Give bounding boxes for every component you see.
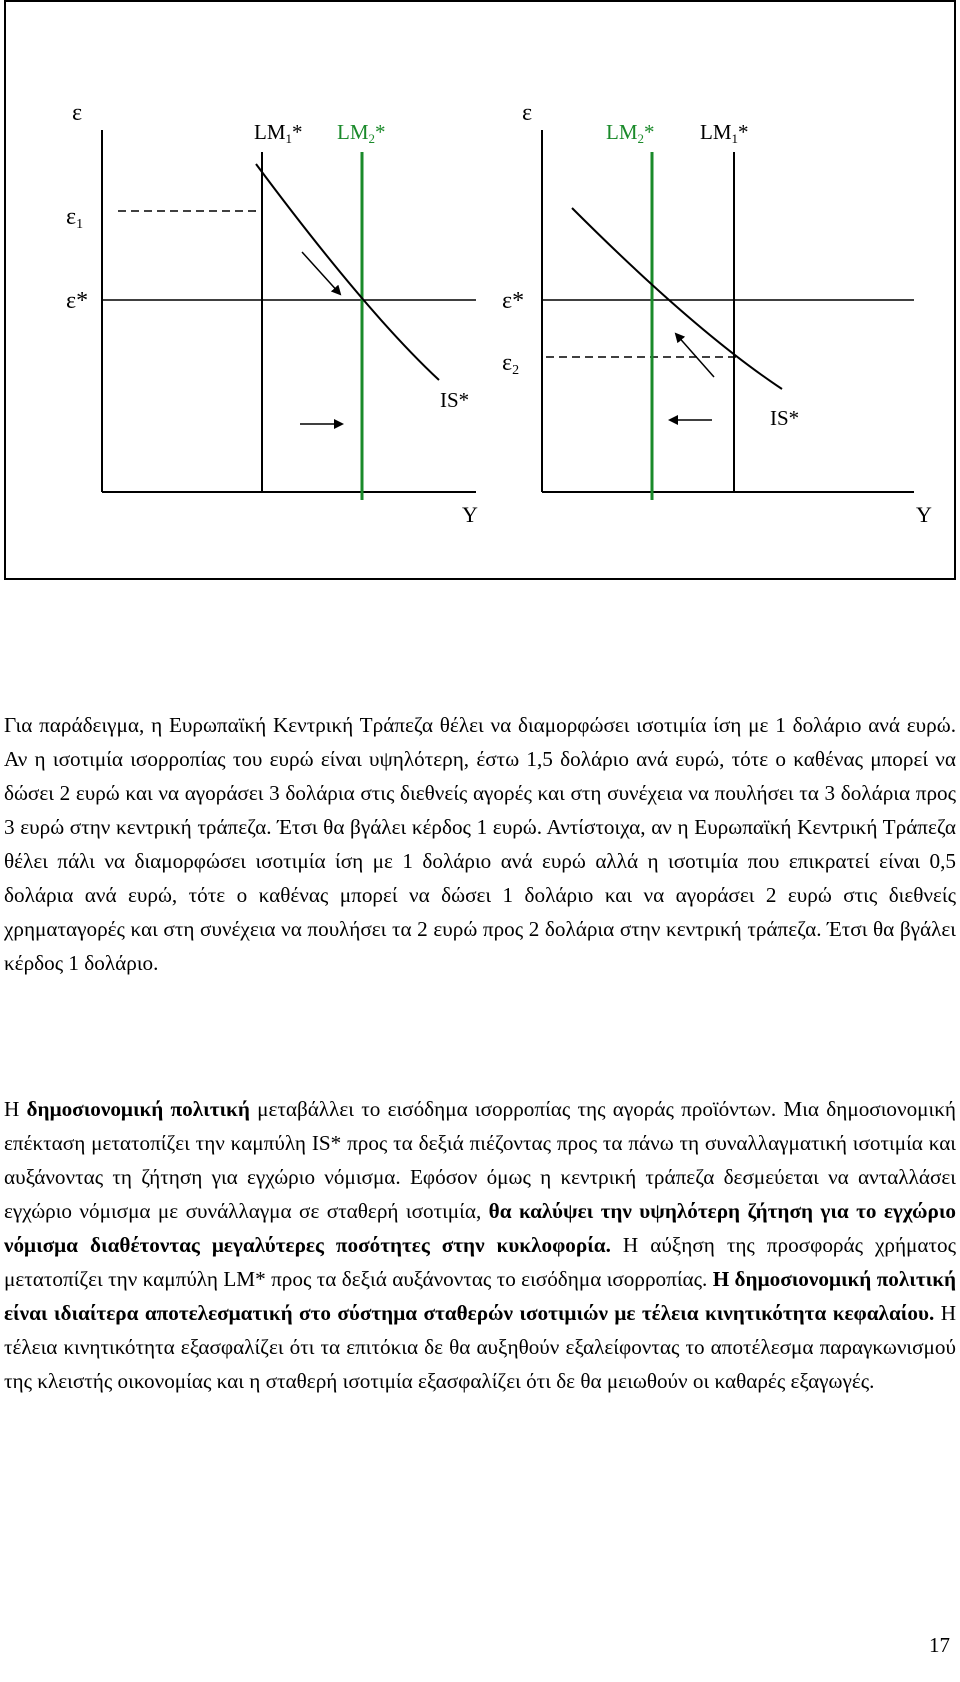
left-panel bbox=[66, 100, 478, 527]
left-lm1-label: LM1* bbox=[254, 120, 303, 146]
left-eps-star-label: ε* bbox=[66, 288, 89, 314]
right-is-curve bbox=[572, 208, 782, 389]
right-eps2-label: ε2 bbox=[502, 350, 520, 378]
fiscal-bold-2: θα καλύψει την υψηλότερη ζήτηση για το εγχώριο νόμισμα διαθέτοντας μεγαλύτερες ποσότητες στην κυκλοφορία. bbox=[4, 1199, 956, 1257]
right-panel bbox=[502, 100, 932, 527]
fiscal-text-3: Η αύξηση της προσφοράς χρήματος μετατοπίζει την καμπύλη LM* προς τα δεξιά αυξάνοντας το εισόδημα ισορροπίας. bbox=[4, 1233, 956, 1291]
left-eps1-label: ε1 bbox=[66, 204, 84, 232]
figure-box bbox=[4, 0, 956, 580]
left-x-axis-label: Y bbox=[462, 502, 478, 527]
right-x-axis-label: Y bbox=[916, 502, 932, 527]
right-y-axis-label: ε bbox=[522, 100, 533, 126]
left-lm2-label: LM2* bbox=[337, 120, 386, 146]
right-eps-star-label: ε* bbox=[502, 288, 525, 314]
right-diagonal-arrow bbox=[676, 334, 714, 377]
is-lm-figure bbox=[6, 2, 958, 582]
fiscal-bold-3: Η δημοσιονομική πολιτική είναι ιδιαίτερα αποτελεσματική στο σύστημα σταθερών ισοτιμιών με τέλεια κινητικότητα κεφαλαίου. bbox=[4, 1267, 956, 1325]
right-is-label: IS* bbox=[770, 406, 800, 430]
right-lm2-label: LM2* bbox=[606, 120, 655, 146]
fiscal-text-1: Η bbox=[4, 1097, 27, 1121]
paragraph-fiscal-policy bbox=[4, 1092, 956, 1398]
fiscal-bold-1: δημοσιονομική πολιτική bbox=[26, 1097, 250, 1121]
left-y-axis-label: ε bbox=[72, 100, 83, 126]
fiscal-text-4: Η τέλεια κινητικότητα εξασφαλίζει ότι τα επιτόκια δε θα αυξηθούν εξαλείφοντας το αποτέλεσμα παραγκωνισμού της κλειστής οικονομίας και η σταθερή ισοτιμία εξασφαλίζει ότι δε θα μειωθούν οι καθαρές εξαγωγές. bbox=[4, 1301, 956, 1393]
page-number: 17 bbox=[929, 1633, 950, 1657]
left-is-curve bbox=[256, 164, 439, 380]
paragraph-exchange-example: Για παράδειγμα, η Ευρωπαϊκή Κεντρική Τράπεζα θέλει να διαμορφώσει ισοτιμία ίση με 1 δολάριο ανά ευρώ. Αν η ισοτιμία ισορροπίας του ευρώ είναι υψηλότερη, έστω 1,5 δολάριο ανά ευρώ, τότε ο καθένας μπορεί να δώσει 2 ευρώ και να αγοράσει 3 δολάρια στις διεθνείς αγορές και στη συνέχεια να πουλήσει τα 3 δολάρια προς 3 ευρώ στην κεντρική τράπεζα. Έτσι θα βγάλει κέρδος 1 ευρώ. Αντίστοιχα, αν η Ευρωπαϊκή Κεντρική Τράπεζα θέλει πάλι να διαμορφώσει ισοτιμία ίση με 1 δολάριο ανά ευρώ αλλά η ισοτιμία που επικρατεί είναι 0,5 δολάρια ανά ευρώ, τότε ο καθένας μπορεί να δώσει 1 δολάριο και να αγοράσει 2 ευρώ στις διεθνείς χρηματαγορές και στη συνέχεια να πουλήσει τα 2 ευρώ προς 2 δολάρια στην κεντρική τράπεζα. Έτσι θα βγάλει κέρδος 1 δολάριο. bbox=[4, 713, 956, 975]
right-lm1-label: LM1* bbox=[700, 120, 749, 146]
fiscal-text-2: μεταβάλλει το εισόδημα ισορροπίας της αγοράς προϊόντων. Μια δημοσιονομική επέκταση μετατοπίζει την καμπύλη IS* προς τα δεξιά πιέζοντας προς τα πάνω τη συναλλαγματική ισοτιμία και αυξάνοντας τη ζήτηση για εγχώριο νόμισμα. Εφόσον όμως η κεντρική τράπεζα δεσμεύεται να ανταλλάσει εγχώριο νόμισμα με συνάλλαγμα σε σταθερή ισοτιμία, bbox=[4, 1097, 956, 1223]
left-diagonal-arrow bbox=[302, 252, 340, 294]
left-is-label: IS* bbox=[440, 388, 470, 412]
